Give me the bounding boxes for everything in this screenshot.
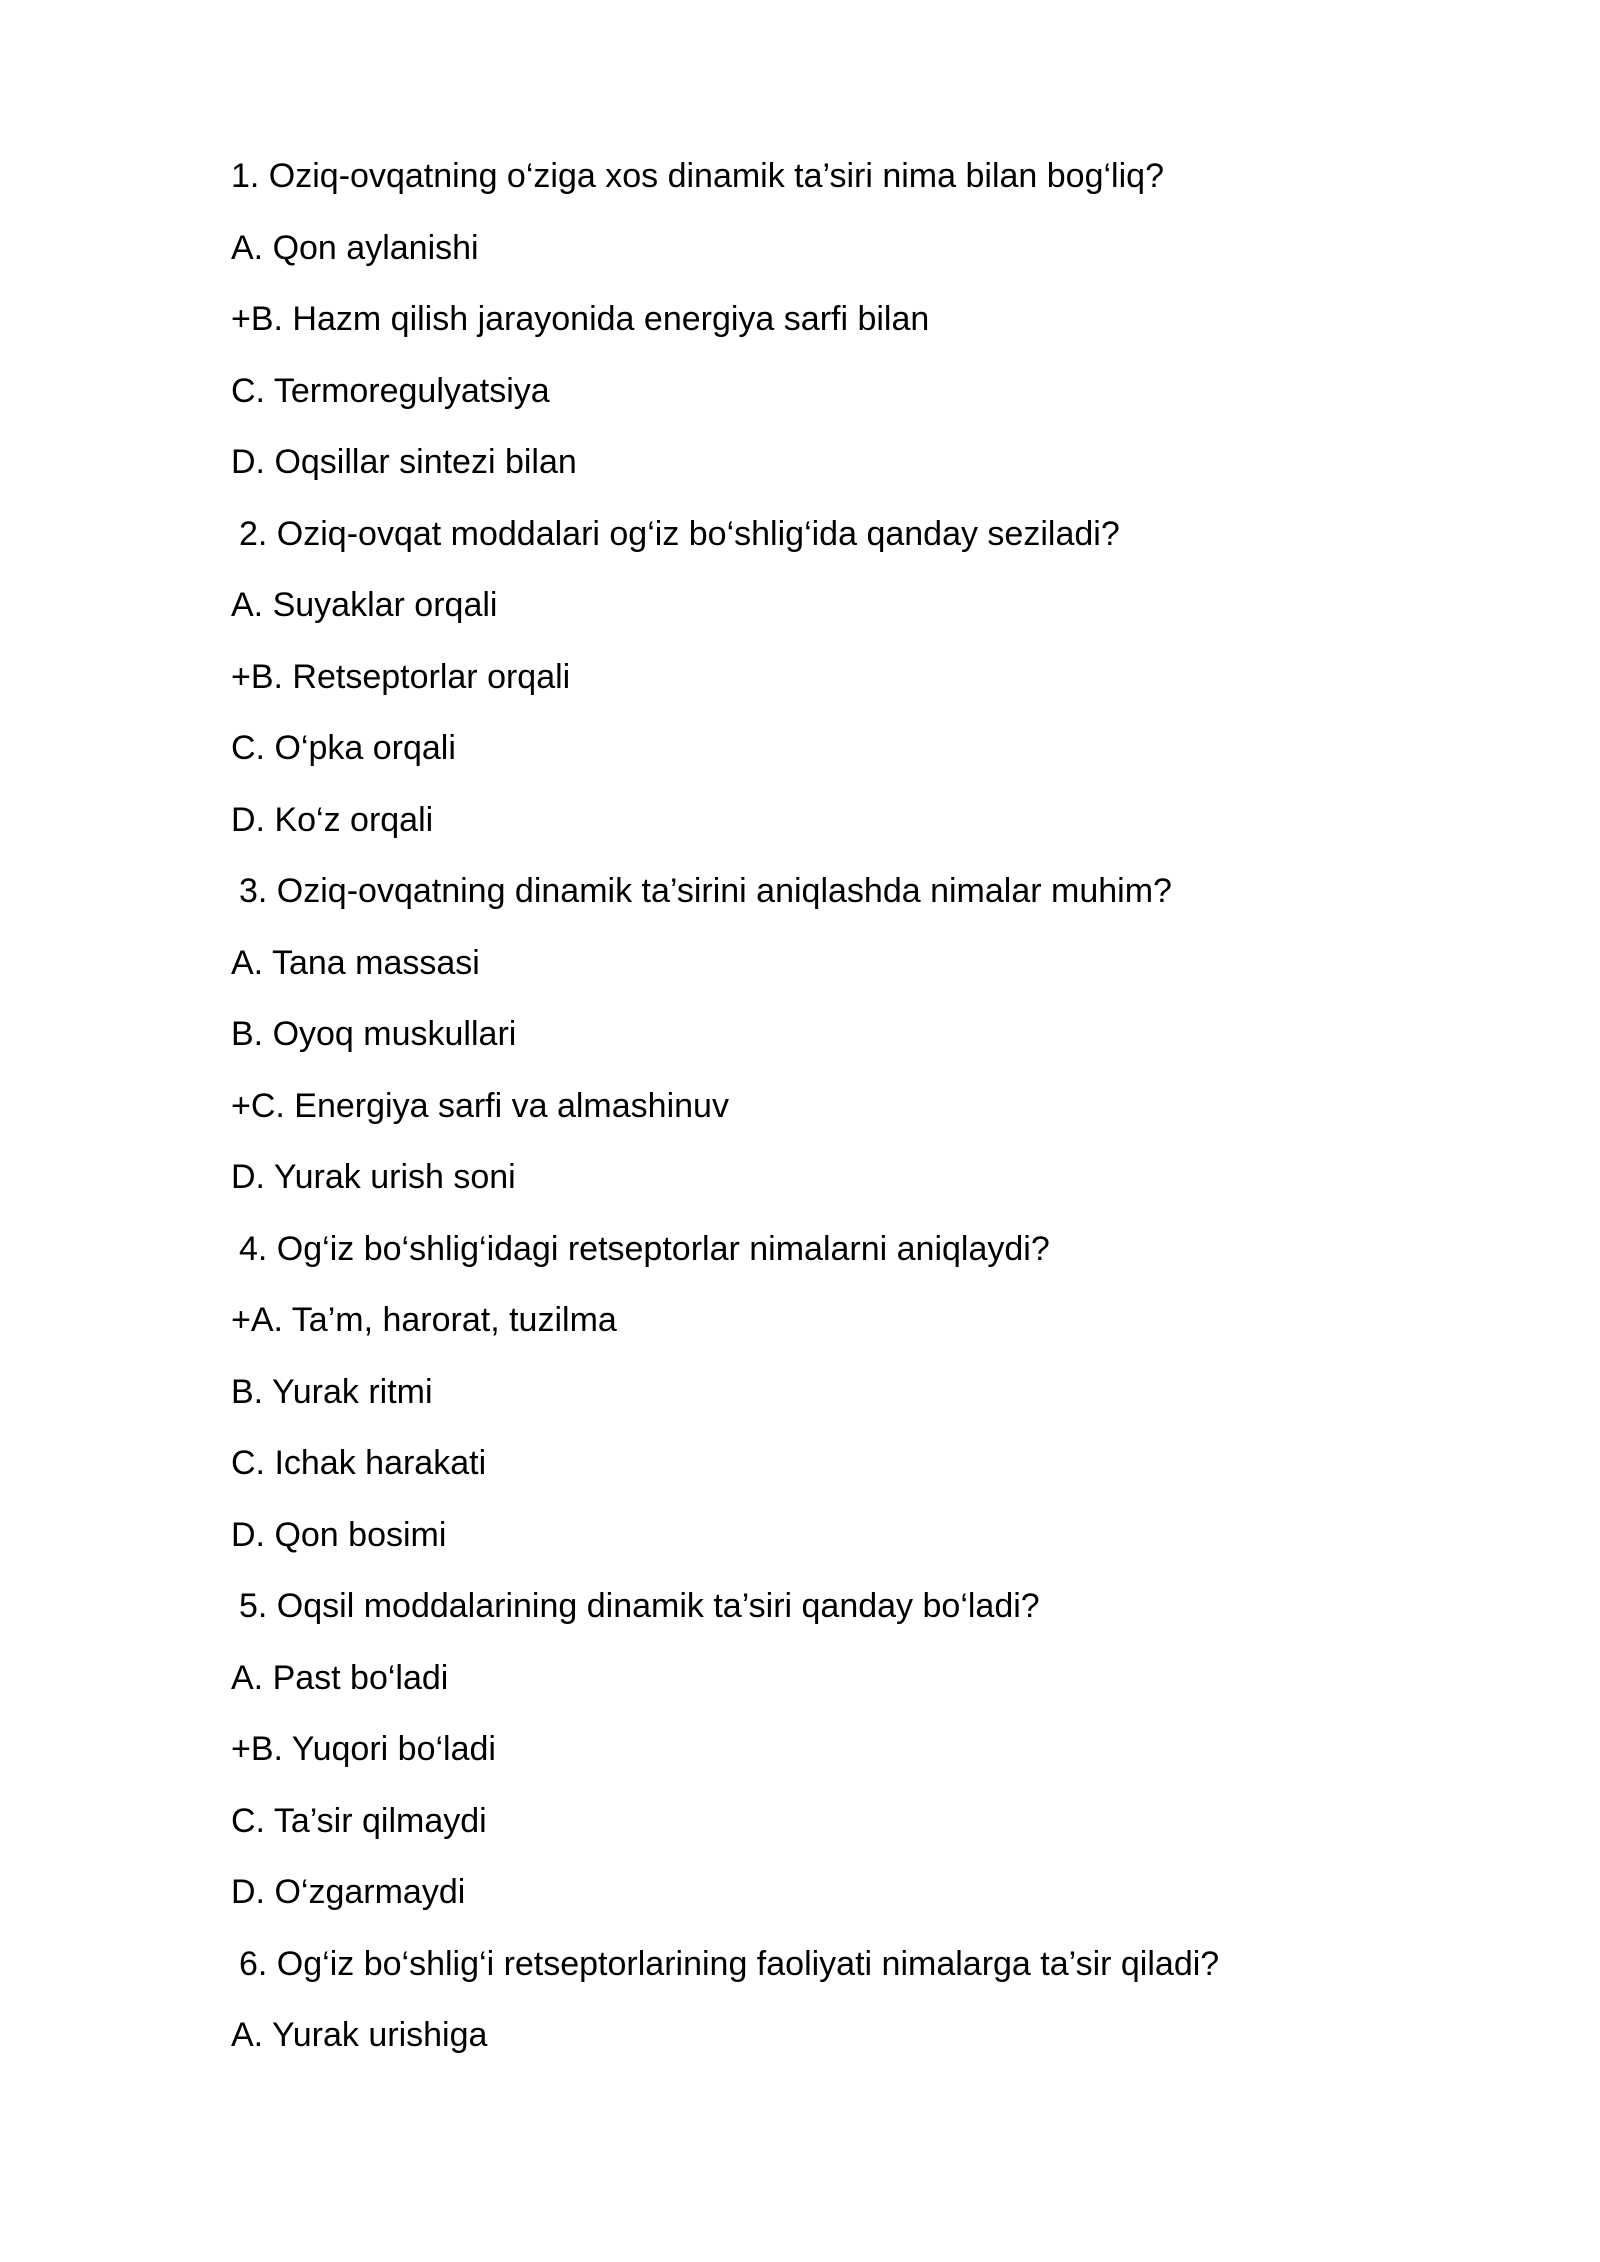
question-1: 1. Oziq-ovqatning o‘ziga xos dinamik ta’siri nima bilan bog‘liq? (231, 157, 1164, 195)
option-4b: B. Yurak ritmi (231, 1372, 433, 1411)
option-5b: +B. Yuqori bo‘ladi (231, 1730, 496, 1768)
option-1d: D. Oqsillar sintezi bilan (231, 443, 577, 481)
option-2a: A. Suyaklar orqali (231, 586, 498, 624)
option-3c: +C. Energiya sarfi va almashinuv (231, 1086, 729, 1125)
option-1a: A. Qon aylanishi (231, 228, 479, 267)
option-3a: A. Tana massasi (231, 943, 480, 982)
question-4: 4. Og‘iz bo‘shlig‘idagi retseptorlar nimalarni aniqlaydi? (239, 1229, 1050, 1268)
question-5: 5. Oqsil moddalarining dinamik ta’siri qanday bo‘ladi? (239, 1587, 1040, 1625)
question-6: 6. Og‘iz bo‘shlig‘i retseptorlarining faoliyati nimalarga ta’sir qiladi? (239, 1944, 1220, 1983)
option-5d: D. O‘zgarmaydi (231, 1873, 466, 1911)
option-4a: +A. Ta’m, harorat, tuzilma (231, 1301, 617, 1339)
question-list (231, 148, 1431, 2079)
option-2d: D. Ko‘z orqali (231, 800, 434, 839)
option-2b: +B. Retseptorlar orqali (231, 657, 571, 696)
question-3: 3. Oziq-ovqatning dinamik ta’sirini aniqlashda nimalar muhim? (239, 872, 1172, 910)
option-4d: D. Qon bosimi (231, 1515, 447, 1554)
question-2: 2. Oziq-ovqat moddalari og‘iz bo‘shlig‘ida qanday seziladi? (239, 514, 1120, 553)
option-5a: A. Past bo‘ladi (231, 1658, 449, 1697)
option-5c: C. Ta’sir qilmaydi (231, 1801, 487, 1840)
option-2c: C. O‘pka orqali (231, 729, 456, 767)
option-3d: D. Yurak urish soni (231, 1158, 516, 1196)
option-6a: A. Yurak urishiga (231, 2016, 488, 2054)
option-1c: C. Termoregulyatsiya (231, 371, 550, 410)
option-1b: +B. Hazm qilish jarayonida energiya sarfi bilan (231, 300, 930, 338)
option-3b: B. Oyoq muskullari (231, 1015, 517, 1053)
option-4c: C. Ichak harakati (231, 1444, 487, 1482)
